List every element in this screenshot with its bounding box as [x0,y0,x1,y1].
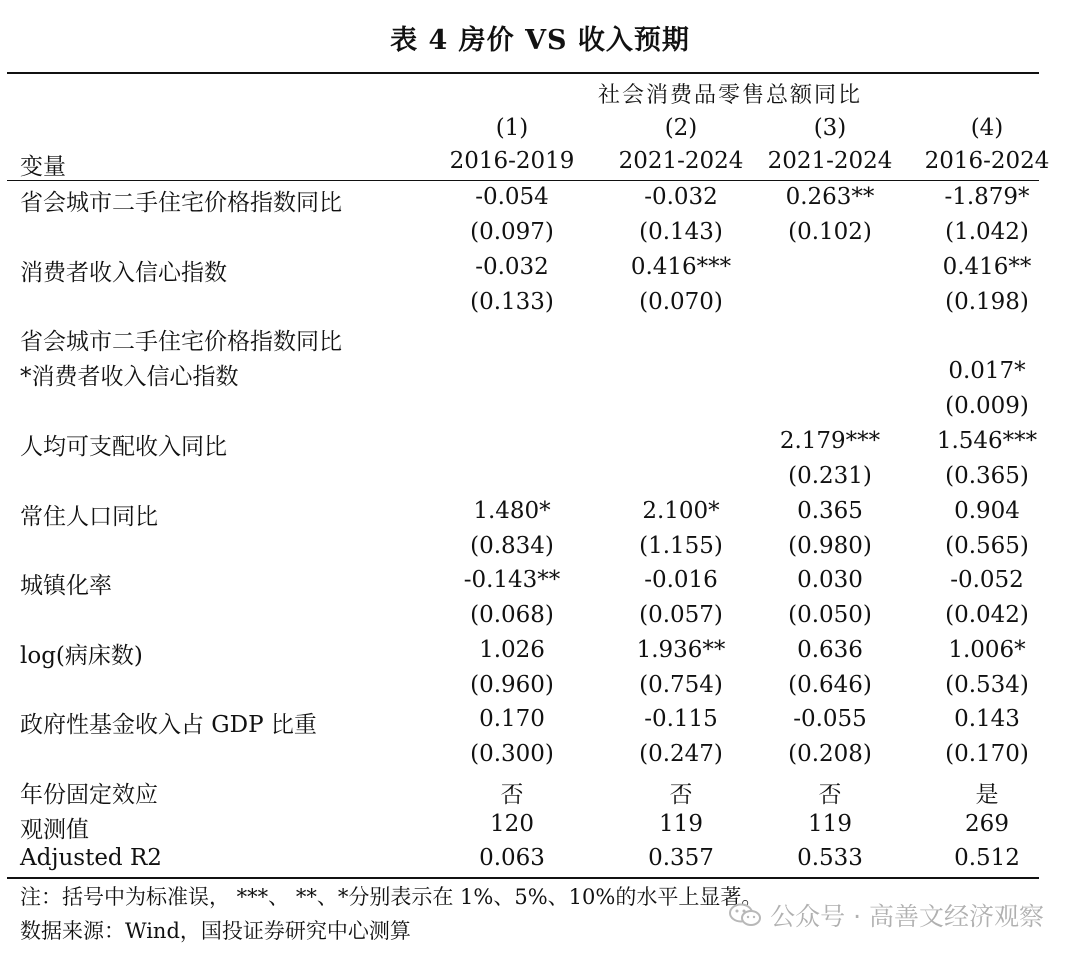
coef-cell: 1.546*** [936,428,1038,454]
footer-cell: 119 [808,811,852,837]
se-cell: (0.143) [639,219,723,245]
coef-cell: -1.879* [944,184,1030,210]
se-cell: (0.231) [788,463,872,489]
footer-cell: 0.063 [479,845,545,871]
column-period: 2016-2024 [924,148,1050,174]
column-number: (3) [813,115,847,141]
footer-cell: 120 [490,811,534,837]
coef-cell: 0.030 [797,567,863,593]
row-label: 城镇化率 [20,573,112,599]
se-cell: (0.198) [945,289,1029,315]
row-label-continued: *消费者收入信心指数 [20,364,239,390]
column-period: 2016-2019 [449,148,575,174]
coef-cell: 0.904 [954,498,1020,524]
header-rule [7,180,1039,181]
coef-cell: 2.179*** [779,428,881,454]
se-cell: (0.050) [788,602,872,628]
dependent-variable-header: 社会消费品零售总额同比 [597,83,862,108]
column-period: 2021-2024 [618,148,744,174]
footer-cell: 0.357 [648,845,714,871]
variable-header: 变量 [20,154,66,180]
coef-cell: -0.055 [793,706,867,732]
se-cell: (0.070) [639,289,723,315]
se-cell: (0.565) [945,533,1029,559]
coef-cell: 1.006* [948,637,1026,663]
column-period: 2021-2024 [767,148,893,174]
table-note: 注：括号中为标准误， ***、 **、*分别表示在 1%、5%、10%的水平上显著。 [20,885,763,909]
data-source: 数据来源：Wind，国投证券研究中心测算 [20,919,411,943]
coef-cell: 0.017* [948,358,1026,384]
footer-cell: 否 [818,782,842,808]
coef-cell: 0.365 [797,498,863,524]
coef-cell: 1.936** [636,637,726,663]
footer-cell: 0.533 [797,845,863,871]
row-label: 人均可支配收入同比 [20,434,227,460]
coef-cell: -0.052 [950,567,1024,593]
row-label: 常住人口同比 [20,504,158,530]
coef-cell: 1.480* [473,498,551,524]
row-label: 省会城市二手住宅价格指数同比 [20,329,342,355]
coef-cell: 0.636 [797,637,863,663]
coef-cell: -0.143** [463,567,561,593]
se-cell: (0.960) [470,672,554,698]
se-cell: (0.170) [945,741,1029,767]
coef-cell: 1.026 [479,637,545,663]
coef-cell: -0.016 [644,567,718,593]
coef-cell: -0.032 [644,184,718,210]
column-number: (2) [664,115,698,141]
se-cell: (0.754) [639,672,723,698]
coef-cell: 0.143 [954,706,1020,732]
footer-cell: 119 [659,811,703,837]
footer-row-label: 年份固定效应 [20,782,158,808]
footer-row-label: Adjusted R2 [20,845,162,871]
se-cell: (0.365) [945,463,1029,489]
wechat-icon [728,903,762,927]
footer-cell: 否 [669,782,693,808]
watermark-text: 公众号 · 高善文经济观察 [770,902,1044,931]
column-number: (4) [970,115,1004,141]
se-cell: (0.534) [945,672,1029,698]
coef-cell: 0.416*** [630,254,732,280]
se-cell: (0.247) [639,741,723,767]
se-cell: (0.133) [470,289,554,315]
coef-cell: -0.115 [644,706,718,732]
row-label: 省会城市二手住宅价格指数同比 [20,190,342,216]
coef-cell: 0.416** [942,254,1032,280]
footer-cell: 0.512 [954,845,1020,871]
bottom-rule [7,877,1039,879]
se-cell: (0.102) [788,219,872,245]
se-cell: (0.097) [470,219,554,245]
se-cell: (0.009) [945,393,1029,419]
se-cell: (0.042) [945,602,1029,628]
row-label: log(病床数) [20,643,143,669]
coef-cell: -0.054 [475,184,549,210]
se-cell: (0.834) [470,533,554,559]
top-rule [7,72,1039,74]
footer-cell: 否 [500,782,524,808]
table-title: 表 4 房价 VS 收入预期 [390,25,690,56]
footer-row-label: 观测值 [20,817,89,843]
se-cell: (1.155) [639,533,723,559]
row-label: 消费者收入信心指数 [20,260,227,286]
coef-cell: 2.100* [642,498,720,524]
se-cell: (0.300) [470,741,554,767]
coef-cell: 0.263** [785,184,875,210]
se-cell: (0.068) [470,602,554,628]
coef-cell: -0.032 [475,254,549,280]
se-cell: (0.646) [788,672,872,698]
footer-cell: 是 [975,782,999,808]
coef-cell: 0.170 [479,706,545,732]
se-cell: (0.980) [788,533,872,559]
column-number: (1) [495,115,529,141]
watermark [728,897,1044,933]
se-cell: (0.057) [639,602,723,628]
se-cell: (0.208) [788,741,872,767]
footer-cell: 269 [965,811,1009,837]
se-cell: (1.042) [945,219,1029,245]
row-label: 政府性基金收入占 GDP 比重 [20,712,317,738]
